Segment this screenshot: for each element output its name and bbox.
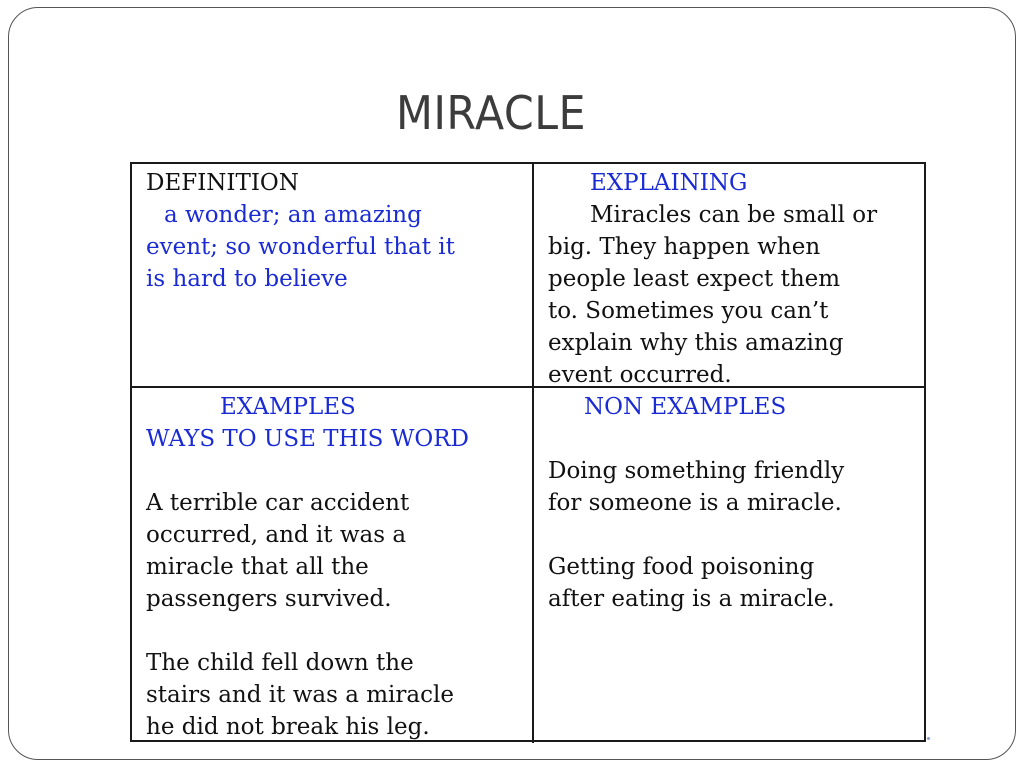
explaining-line: big. They happen when — [548, 234, 821, 260]
example-line: miracle that all the — [146, 554, 369, 580]
spacer — [146, 455, 532, 487]
example-line: passengers survived. — [146, 586, 392, 612]
example-line: The child fell down the — [146, 650, 414, 676]
example-line: A terrible car accident — [146, 490, 410, 516]
non-examples-cell — [534, 388, 924, 743]
example-line: he did not break his leg. — [146, 714, 430, 740]
explaining-line: Miracles can be small or — [590, 202, 878, 228]
explaining-line: event occurred. — [548, 362, 732, 388]
definition-line: event; so wonderful that it — [146, 234, 455, 260]
examples-cell — [132, 388, 534, 743]
definition-heading: DEFINITION — [146, 170, 299, 196]
non-example-line: after eating is a miracle. — [548, 586, 835, 612]
example-line: occurred, and it was a — [146, 522, 407, 548]
spacer — [548, 519, 924, 551]
definition-line: a wonder; an amazing — [164, 202, 422, 228]
examples-heading: EXAMPLES — [220, 394, 356, 420]
non-examples-heading: NON EXAMPLES — [584, 394, 787, 420]
example-line: stairs and it was a miracle — [146, 682, 454, 708]
definition-cell — [132, 164, 534, 388]
spacer — [548, 423, 924, 455]
explaining-heading: EXPLAINING — [590, 170, 748, 196]
frayer-model-table — [130, 162, 926, 742]
slide-title: MIRACLE — [395, 86, 587, 140]
non-example-line: Doing something friendly — [548, 458, 845, 484]
decorative-dot — [927, 737, 930, 740]
explaining-line: to. Sometimes you can’t — [548, 298, 829, 324]
non-example-line: for someone is a miracle. — [548, 490, 842, 516]
explaining-line: explain why this amazing — [548, 330, 844, 356]
spacer — [146, 615, 532, 647]
non-example-line: Getting food poisoning — [548, 554, 815, 580]
examples-subheading: WAYS TO USE THIS WORD — [146, 426, 469, 452]
definition-line: is hard to believe — [146, 266, 348, 292]
explaining-cell — [534, 164, 924, 388]
explaining-line: people least expect them — [548, 266, 841, 292]
